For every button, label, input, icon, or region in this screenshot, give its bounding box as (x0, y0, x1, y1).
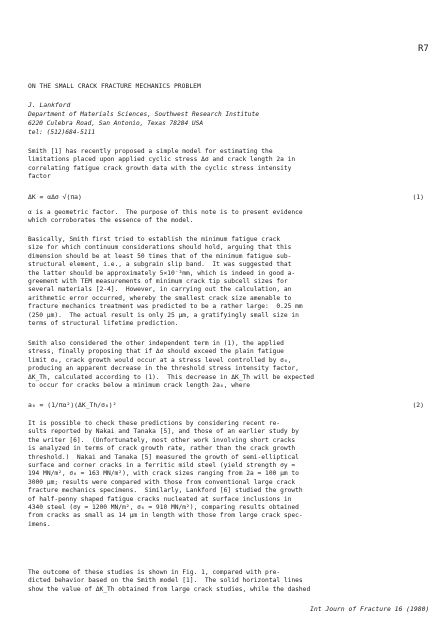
text-line: imens. (28, 520, 51, 528)
paragraph-outcome (28, 569, 424, 594)
equation-2-number: (2) (412, 401, 424, 409)
text-line: structural element, i.e., a subgrain slip band. It was suggested that (28, 261, 292, 269)
text-line: Basically, Smith first tried to establish the minimum fatigue crack (28, 236, 281, 243)
text-line: limit σ₀, crack growth would occur at a stress level controlled by σ₀, (28, 356, 292, 364)
article-title: ON THE SMALL CRACK FRACTURE MECHANICS PROBLEM (28, 83, 201, 90)
equation-1-body: ΔK = αΔσ √(πa) (28, 193, 82, 201)
paragraph-purpose (28, 209, 424, 226)
text-line: several materials [2-4]. However, in carrying out the calculation, an (28, 286, 292, 294)
address-line: 6220 Culebra Road, San Antonio, Texas 78284 USA (28, 120, 204, 127)
text-line: fracture mechanics treatment was predicted to be a rather large: 0.25 mm (28, 303, 303, 311)
text-line: factor (28, 173, 51, 181)
text-line: dicted behavior based on the Smith model [1]. The solid horizontal lines (28, 577, 303, 585)
telephone-line: tel: (512)684-5111 (28, 129, 96, 136)
text-line: 194 MN/m², σ₀ = 163 MN/m²), with crack sizes ranging from 2a = 100 μm to (28, 470, 299, 478)
text-line: from cracks as small as 14 μm in length with those from large crack spec- (28, 512, 303, 520)
text-line: the latter should be approximately 5×10⁻³mm, which is indeed in good a- (28, 269, 296, 277)
text-line: Smith also considered the other independent term in (1), the applied (28, 340, 284, 347)
text-line: 4340 steel (σy = 1200 MN/m², σ₀ = 910 MN/m²), comparing results obtained (28, 504, 299, 512)
text-line: producing an apparent decrease in the threshold stress intensity factor, (28, 365, 299, 373)
equation-2 (28, 401, 424, 409)
text-line: size for which continuum considerations should hold, arguing that this (28, 244, 292, 252)
text-line: (250 μm). The actual result is only 25 μm, a gratifyingly small size in (28, 311, 299, 319)
text-line: greement with TEM measurements of minimum crack tip subcell sizes for (28, 278, 288, 286)
equation-1-number: (1) (412, 193, 424, 201)
text-line: which corroborates the essence of the model. (28, 217, 194, 225)
text-line: limitations placed upon applied cyclic stress Δσ and crack length 2a in (28, 156, 296, 164)
page-number: R7 (418, 44, 429, 54)
text-line: is analyzed in terms of crack growth rate, rather than the crack growth (28, 445, 296, 453)
author-name: J. Lankford (28, 101, 71, 109)
text-line: sults reported by Nakai and Tanaka [5], and those of an earlier study by (28, 428, 299, 436)
equation-2-body: a₀ = (1/πα²)(ΔK_Th/σ₀)² (28, 401, 117, 409)
text-line: show the value of ΔK_Th obtained from large crack studies, while the dashed (28, 585, 311, 593)
text-line: arithmetic error occurred, whereby the smallest crack size amenable to (28, 294, 292, 302)
paragraph-predictions (28, 420, 424, 529)
equation-1 (28, 193, 424, 201)
text-line: threshold.) Nakai and Tanaka [5] measured the growth of semi-elliptical (28, 453, 299, 461)
text-line: correlating fatigue crack growth data with the cyclic stress intensity (28, 164, 292, 172)
paragraph-applied-stress (28, 340, 424, 390)
text-line: stress, finally proposing that if Δσ should exceed the plain fatigue (28, 348, 284, 356)
text-line: Smith [1] has recently proposed a simple model for estimating the (28, 148, 273, 155)
affiliation-line: Department of Materials Sciences, Southwest Research Institute (28, 111, 259, 118)
text-line: The outcome of these studies is shown in Fig. 1, compared with pre- (28, 569, 281, 576)
text-line: α is a geometric factor. The purpose of this note is to present evidence (28, 209, 303, 216)
text-line: 3000 μm; results were compared with those from conventional large crack (28, 478, 296, 486)
text-line: ΔK_Th, calculated according to (1). This decrease in ΔK_Th will be expected (28, 373, 314, 381)
journal-footer: Int Journ of Fracture 16 (1980) (310, 605, 430, 613)
text-line: dimension should be at least 50 times that of the minimum fatigue sub- (28, 252, 292, 260)
text-line: the writer [6]. (Unfortunately, most other work involving short cracks (28, 436, 296, 444)
text-line: fracture mechanics specimens. Similarly, Lankford [6] studied the growth (28, 487, 303, 495)
text-line: terms of structural lifetime prediction. (28, 320, 179, 328)
text-line: It is possible to check these predictions by considering recent re- (28, 420, 281, 427)
text-line: of half-penny shaped fatigue cracks nucleated at surface inclusions in (28, 495, 292, 503)
text-line: to occur for cracks below a minimum crack length 2a₀, where (28, 382, 251, 390)
text-line: surface and corner cracks in a ferritic mild steel (yield strength σy = (28, 462, 296, 470)
paragraph-intro (28, 148, 424, 182)
paragraph-basically (28, 236, 424, 328)
